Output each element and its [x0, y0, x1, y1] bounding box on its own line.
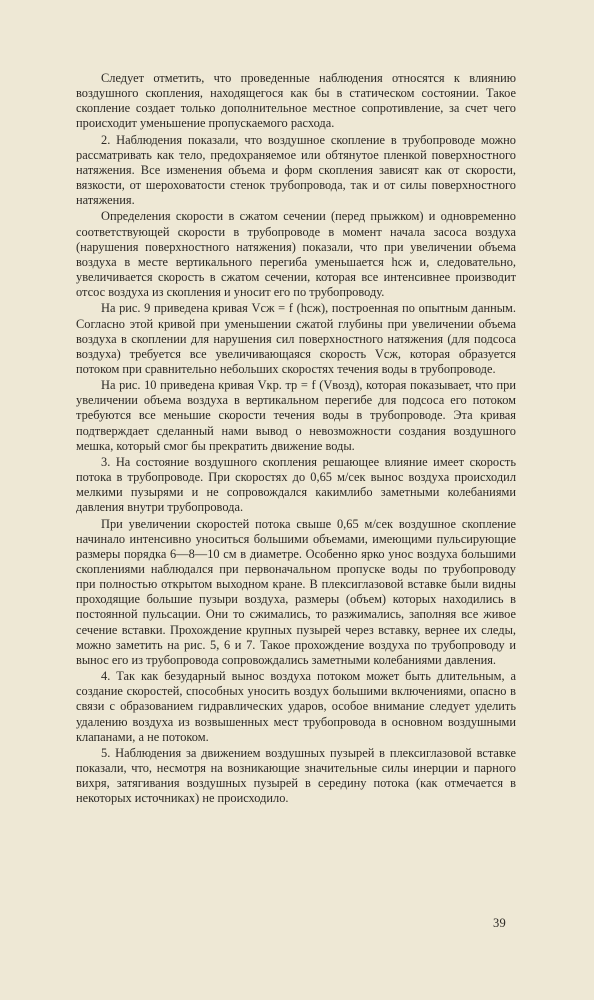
paragraph-8: 4. Так как безударный вынос воздуха потоком может быть длительным, а создание скоростей, способных уносить воздух большими включениями, опасно в связи с образованием гидравлических ударов, особое внимание следует уделить удалению воздуха из возвышенных мест трубопровода в основном воздушными клапанами, а не потоком.	[76, 669, 516, 744]
paragraph-1: Следует отметить, что проведенные наблюдения относятся к влиянию воздушного скопления, находящегося как бы в статическом состоянии. Такое скопление создает только дополнительное местное сопротивление, за счет чего происходит уменьшение пропускаемого расхода.	[76, 71, 516, 131]
paragraph-3: Определения скорости в сжатом сечении (перед прыжком) и одновременно соответствующей скорости в трубопроводе в момент начала засоса воздуха (нарушения поверхностного натяжения) показали, что при увеличении объема воздуха в месте вертикального перегиба уменьшается hсж и, следовательно, увеличивается скорость в сжатом сечении, которая все интенсивнее производит отсос воздуха из скопления и уносит его по трубопроводу.	[76, 209, 516, 300]
page-number: 39	[493, 916, 507, 930]
paragraph-2: 2. Наблюдения показали, что воздушное скопление в трубопроводе можно рассматривать как тело, предохраняемое или обтянутое пленкой поверхностного натяжения. Все изменения объема и форм скопления зависят как от скорости, вязкости, от шероховатости стенок трубопровода, так и от силы поверхностного натяжения.	[76, 132, 516, 208]
paragraph-4: На рис. 9 приведена кривая Vсж = f (hсж), построенная по опытным данным. Согласно этой кривой при уменьшении сжатой глубины при увеличении объема воздуха в скоплении для нарушения сил поверхностного натяжения (для подсоса воздуха) требуется все увеличивающаяся скорость Vсж, которая образуется потоком при сравнительно небольших скоростях течения воды в трубопроводе.	[76, 301, 516, 376]
paragraph-6: 3. На состояние воздушного скопления решающее влияние имеет скорость потока в трубопроводе. При скоростях до 0,65 м/сек вынос воздуха происходил мелкими пузырями и не сопровождался какимлибо заметными колебаниями давления внутри трубопровода.	[76, 454, 516, 515]
paragraph-5: На рис. 10 приведена кривая Vкр. тр = f (Vвозд), которая показывает, что при увеличении объема воздуха в вертикальном перегибе для подсоса его потоком требуются все меньшие скорости течения воды в трубопроводе. Эта кривая подтверждает сделанный нами вывод о невозможности создания воздушного мешка, который смог бы прекратить движение воды.	[76, 378, 516, 453]
body-text	[76, 71, 516, 808]
paragraph-7: При увеличении скоростей потока свыше 0,65 м/сек воздушное скопление начинало интенсивно уноситься большими объемами, имеющими пульсирующие размеры порядка 6—8—10 см в диаметре. Особенно ярко унос воздуха большими скоплениями наблюдался при первоначальном пропуске воды по трубопроводу при полностью открытом выходном кране. В плексиглазовой вставке были видны проходящие большие пузыри воздуха, размеры (объем) которых находились в постоянной пульсации. Они то сжимались, то разжимались, заполняя все живое сечение вставки. Прохождение крупных пузырей через вставку, вернее их следы, можно заметить на рис. 5, 6 и 7. Такое прохождение воздуха по трубопроводу и вынос его из трубопровода сопровождались заметными колебаниями давления.	[76, 516, 516, 667]
paragraph-9: 5. Наблюдения за движением воздушных пузырей в плексиглазовой вставке показали, что, несмотря на возникающие значительные силы инерции и парного вихря, затягивания воздушных пузырей в середину потока (как отмечается в некоторых источниках) не происходило.	[76, 745, 516, 806]
